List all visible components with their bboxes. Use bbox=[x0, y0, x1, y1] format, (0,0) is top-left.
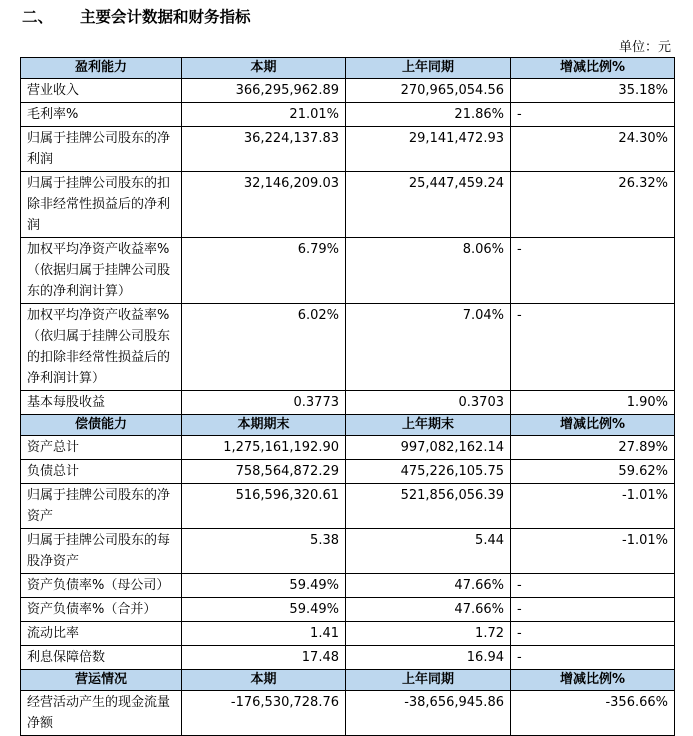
column-header: 本期 bbox=[182, 670, 346, 691]
change-ratio: 24.30% bbox=[511, 127, 675, 172]
current-value: 17.48 bbox=[182, 646, 346, 670]
current-value: 1,275,161,192.90 bbox=[182, 436, 346, 460]
table-row bbox=[21, 622, 675, 646]
table-row bbox=[21, 598, 675, 622]
table-row bbox=[21, 79, 675, 103]
unit-label: 单位：元 bbox=[618, 40, 671, 55]
current-value: 6.79% bbox=[182, 238, 346, 304]
table-row bbox=[21, 484, 675, 529]
financial-indicators-table bbox=[20, 57, 675, 736]
change-ratio: -1.01% bbox=[511, 529, 675, 574]
table-row bbox=[21, 460, 675, 484]
current-value: 516,596,320.61 bbox=[182, 484, 346, 529]
column-header: 增减比例% bbox=[511, 670, 675, 691]
previous-value: 8.06% bbox=[346, 238, 511, 304]
previous-value: 475,226,105.75 bbox=[346, 460, 511, 484]
profitability-header-row bbox=[21, 58, 675, 79]
column-header: 增减比例% bbox=[511, 415, 675, 436]
change-ratio: - bbox=[511, 574, 675, 598]
change-ratio: - bbox=[511, 238, 675, 304]
change-ratio: -356.66% bbox=[511, 691, 675, 736]
column-header: 本期 bbox=[182, 58, 346, 79]
section-title: 主要会计数据和财务指标 bbox=[80, 8, 251, 26]
solvency-header-row bbox=[21, 415, 675, 436]
table-row bbox=[21, 238, 675, 304]
previous-value: -38,656,945.86 bbox=[346, 691, 511, 736]
current-value: -176,530,728.76 bbox=[182, 691, 346, 736]
table-row bbox=[21, 172, 675, 238]
section-number: 二、 bbox=[22, 8, 54, 26]
previous-value: 47.66% bbox=[346, 598, 511, 622]
previous-value: 270,965,054.56 bbox=[346, 79, 511, 103]
operations-header-row bbox=[21, 670, 675, 691]
previous-value: 21.86% bbox=[346, 103, 511, 127]
column-header: 偿债能力 bbox=[21, 415, 182, 436]
current-value: 0.3773 bbox=[182, 391, 346, 415]
current-value: 366,295,962.89 bbox=[182, 79, 346, 103]
current-value: 59.49% bbox=[182, 598, 346, 622]
row-label: 归属于挂牌公司股东的每股净资产 bbox=[21, 529, 182, 574]
change-ratio: - bbox=[511, 622, 675, 646]
row-label: 资产负债率%（合并） bbox=[21, 598, 182, 622]
current-value: 59.49% bbox=[182, 574, 346, 598]
row-label: 毛利率% bbox=[21, 103, 182, 127]
current-value: 758,564,872.29 bbox=[182, 460, 346, 484]
column-header: 增减比例% bbox=[511, 58, 675, 79]
current-value: 36,224,137.83 bbox=[182, 127, 346, 172]
row-label: 加权平均净资产收益率%（依归属于挂牌公司股东的扣除非经常性损益后的净利润计算） bbox=[21, 304, 182, 391]
row-label: 负债总计 bbox=[21, 460, 182, 484]
previous-value: 16.94 bbox=[346, 646, 511, 670]
column-header: 营运情况 bbox=[21, 670, 182, 691]
change-ratio: -1.01% bbox=[511, 484, 675, 529]
current-value: 32,146,209.03 bbox=[182, 172, 346, 238]
column-header: 上年同期 bbox=[346, 58, 511, 79]
table-row bbox=[21, 646, 675, 670]
row-label: 流动比率 bbox=[21, 622, 182, 646]
table-row bbox=[21, 691, 675, 736]
previous-value: 29,141,472.93 bbox=[346, 127, 511, 172]
column-header: 上年同期 bbox=[346, 670, 511, 691]
row-label: 加权平均净资产收益率%（依据归属于挂牌公司股东的净利润计算） bbox=[21, 238, 182, 304]
column-header: 上年期末 bbox=[346, 415, 511, 436]
row-label: 经营活动产生的现金流量净额 bbox=[21, 691, 182, 736]
row-label: 营业收入 bbox=[21, 79, 182, 103]
row-label: 资产总计 bbox=[21, 436, 182, 460]
current-value: 5.38 bbox=[182, 529, 346, 574]
current-value: 21.01% bbox=[182, 103, 346, 127]
previous-value: 47.66% bbox=[346, 574, 511, 598]
change-ratio: - bbox=[511, 646, 675, 670]
change-ratio: - bbox=[511, 598, 675, 622]
previous-value: 7.04% bbox=[346, 304, 511, 391]
table-row bbox=[21, 529, 675, 574]
previous-value: 5.44 bbox=[346, 529, 511, 574]
previous-value: 997,082,162.14 bbox=[346, 436, 511, 460]
change-ratio: 26.32% bbox=[511, 172, 675, 238]
section-heading bbox=[22, 4, 251, 30]
table-row bbox=[21, 127, 675, 172]
table-row bbox=[21, 391, 675, 415]
row-label: 归属于挂牌公司股东的净资产 bbox=[21, 484, 182, 529]
change-ratio: - bbox=[511, 304, 675, 391]
change-ratio: 27.89% bbox=[511, 436, 675, 460]
previous-value: 521,856,056.39 bbox=[346, 484, 511, 529]
change-ratio: 35.18% bbox=[511, 79, 675, 103]
previous-value: 1.72 bbox=[346, 622, 511, 646]
change-ratio: 59.62% bbox=[511, 460, 675, 484]
table-row bbox=[21, 103, 675, 127]
previous-value: 0.3703 bbox=[346, 391, 511, 415]
row-label: 归属于挂牌公司股东的扣除非经常性损益后的净利润 bbox=[21, 172, 182, 238]
change-ratio: 1.90% bbox=[511, 391, 675, 415]
current-value: 1.41 bbox=[182, 622, 346, 646]
table-row bbox=[21, 436, 675, 460]
table-row bbox=[21, 304, 675, 391]
row-label: 资产负债率%（母公司） bbox=[21, 574, 182, 598]
column-header: 本期期末 bbox=[182, 415, 346, 436]
table-row bbox=[21, 574, 675, 598]
row-label: 归属于挂牌公司股东的净利润 bbox=[21, 127, 182, 172]
previous-value: 25,447,459.24 bbox=[346, 172, 511, 238]
row-label: 基本每股收益 bbox=[21, 391, 182, 415]
column-header: 盈利能力 bbox=[21, 58, 182, 79]
row-label: 利息保障倍数 bbox=[21, 646, 182, 670]
change-ratio: - bbox=[511, 103, 675, 127]
current-value: 6.02% bbox=[182, 304, 346, 391]
